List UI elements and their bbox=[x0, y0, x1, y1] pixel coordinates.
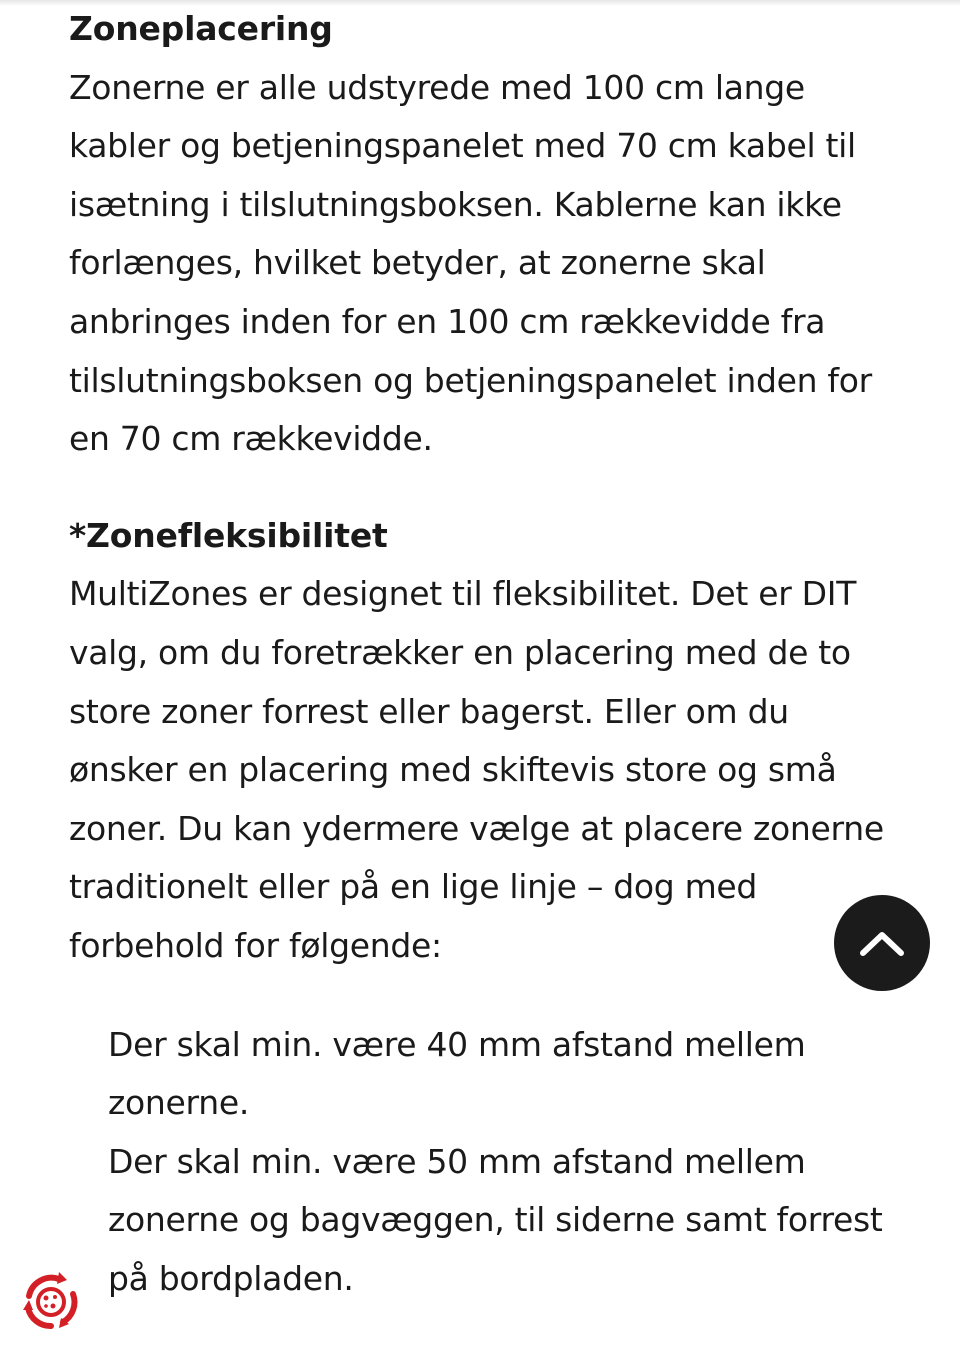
article-content bbox=[69, 0, 899, 1308]
cookie-settings-icon bbox=[15, 1266, 87, 1338]
section-spacer bbox=[69, 469, 899, 507]
conditions-list bbox=[108, 1016, 888, 1309]
list-item: Der skal min. være 40 mm afstand mellem zonerne. bbox=[108, 1024, 806, 1123]
chevron-up-icon bbox=[858, 928, 906, 958]
scroll-to-top-button[interactable] bbox=[834, 895, 930, 991]
cookie-settings-button[interactable] bbox=[15, 1266, 87, 1338]
section-heading-zonefleksibilitet: *Zonefleksibilitet bbox=[69, 515, 388, 555]
list-item: Der skal min. være 50 mm afstand mellem zonerne og bagvæggen, til siderne samt forrest på bordpladen. bbox=[108, 1141, 883, 1298]
section-body-zonefleksibilitet: MultiZones er designet til fleksibilitet. Det er DIT valg, om du foretrækker en placering med de to store zoner forrest eller bagerst. Eller om du ønsker en placering med skiftevis store og små zoner. Du kan ydermere vælge at placere zonerne traditionelt eller på en lige linje – dog med forbehold for følgende: bbox=[69, 574, 884, 965]
section-heading-zoneplacering: Zoneplacering bbox=[69, 9, 333, 48]
section-body-zoneplacering: Zonerne er alle udstyrede med 100 cm lange kabler og betjeningspanelet med 70 cm kabel til isætning i tilslutningsboksen. Kablerne kan ikke forlænges, hvilket betyder, at zonerne skal anbringes inden for en 100 cm rækkevidde fra tilslutningsboksen og betjeningspanelet inden for en 70 cm rækkevidde. bbox=[69, 67, 872, 459]
